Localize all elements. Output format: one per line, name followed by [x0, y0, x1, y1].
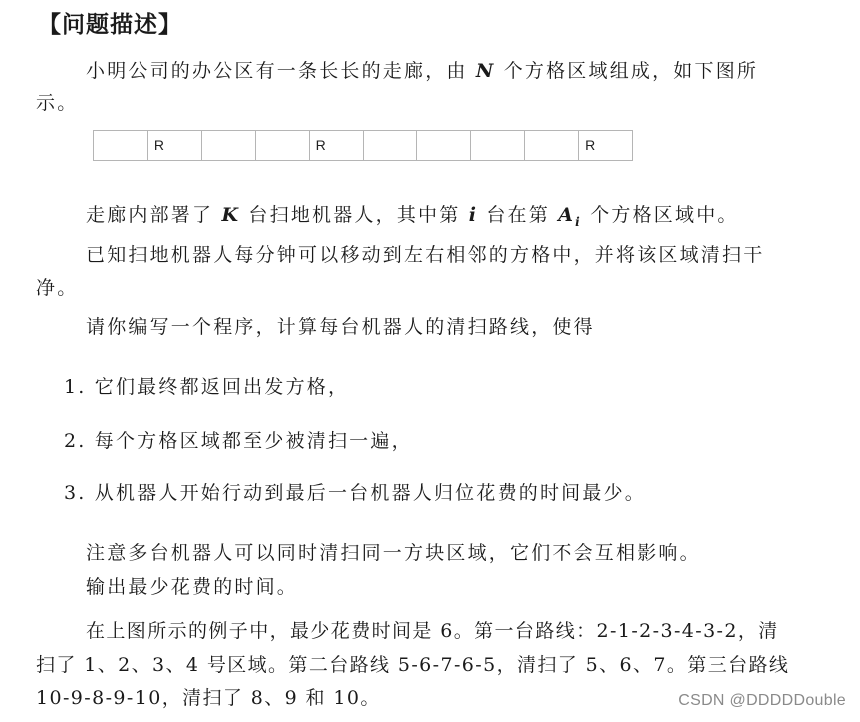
corridor-cell	[202, 131, 256, 160]
intro-line-1	[86, 56, 758, 83]
var-n: N	[475, 60, 496, 82]
corridor-cell: R	[148, 131, 202, 160]
var-k: K	[221, 204, 241, 226]
corridor-cell	[525, 131, 579, 160]
intro-text-a: 小明公司的办公区有一条长长的走廊，由	[86, 60, 468, 82]
corridor-grid	[93, 130, 633, 161]
intro-line-2: 示。	[36, 92, 79, 114]
example-line-3: 10-9-8-9-10，清扫了 8、9 和 10。	[36, 687, 381, 709]
corridor-cell	[471, 131, 525, 160]
robot-line: 走廊内部署了 K 台扫地机器人，其中第 i 台在第 $A_i$ 个方格区域中。	[86, 204, 739, 229]
task-line: 请你编写一个程序，计算每台机器人的清扫路线，使得	[86, 316, 595, 338]
list-item: 2. 每个方格区域都至少被清扫一遍，	[64, 430, 413, 452]
move-rule-line-1: 已知扫地机器人每分钟可以移动到左右相邻的方格中，并将该区域清扫干	[86, 244, 765, 266]
section-heading: 【问题描述】	[38, 12, 182, 38]
example-line-2: 扫了 1、2、3、4 号区域。第二台路线 5-6-7-6-5，清扫了 5、6、7。第三台路线	[36, 654, 790, 676]
move-rule-line-2: 净。	[36, 277, 79, 299]
example-line-1: 在上图所示的例子中，最少花费时间是 6。第一台路线：2-1-2-3-4-3-2，清	[86, 620, 779, 642]
var-i: i	[468, 204, 479, 226]
note-line: 注意多台机器人可以同时清扫同一方块区域，它们不会互相影响。	[86, 542, 701, 564]
corridor-cell: R	[585, 137, 596, 153]
output-line: 输出最少花费的时间。	[86, 576, 299, 598]
watermark: CSDN @DDDDDouble	[678, 692, 846, 709]
corridor-cell	[256, 131, 310, 160]
list-item: 1. 它们最终都返回出发方格，	[64, 376, 350, 398]
corridor-cell: R	[310, 131, 364, 160]
corridor-cell	[94, 131, 148, 160]
corridor-cell	[364, 131, 418, 160]
intro-text-b: 个方格区域组成，如下图所	[503, 60, 759, 82]
list-item: 3. 从机器人开始行动到最后一台机器人归位花费的时间最少。	[64, 482, 646, 504]
corridor-cell	[417, 131, 471, 160]
var-a-sub-i: $A_i$	[558, 204, 582, 229]
